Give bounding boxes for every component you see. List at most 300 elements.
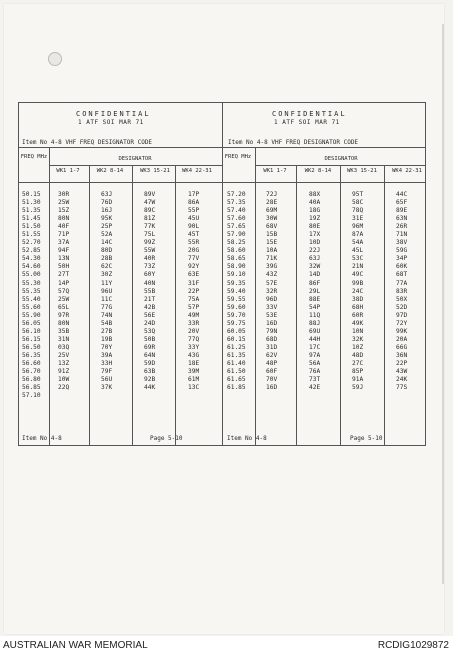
table-cell: 96U	[101, 287, 113, 295]
table-cell: 10D	[309, 239, 321, 247]
table-cell: 80N	[58, 319, 70, 327]
table-cell: 13N	[58, 255, 70, 263]
table-cell: 50B	[144, 335, 156, 343]
table-cell: 55B	[144, 287, 156, 295]
table-cell: 99Z	[144, 239, 156, 247]
table-cell: 99K	[396, 327, 408, 335]
table-cell: 59.70	[227, 311, 246, 319]
table-cell: 97R	[58, 311, 70, 319]
table-cell: 91Z	[58, 368, 70, 376]
table-cell: 61.65	[227, 376, 246, 384]
archive-name: AUSTRALIAN WAR MEMORIAL	[3, 640, 148, 651]
table-cell: 77Q	[188, 335, 200, 343]
table-cell: 30Z	[101, 271, 113, 279]
table-cell: 44C	[396, 191, 408, 198]
wk4-column-left	[188, 191, 199, 392]
table-cell: 22J	[309, 247, 321, 255]
table-cell: 63B	[144, 368, 156, 376]
table-cell: 10W	[58, 376, 70, 384]
table-cell: 77V	[188, 255, 200, 263]
table-cell: 33H	[101, 359, 113, 367]
table-cell: 59.60	[227, 303, 246, 311]
table-cell: 57.35	[227, 199, 246, 207]
table-cell: 25W	[58, 199, 70, 207]
table-cell: 40A	[309, 199, 321, 207]
confidential-left: CONFIDENTIAL	[76, 110, 151, 118]
item-title-right: Item No 4-8 VHF FREQ DESIGNATOR CODE	[228, 139, 359, 146]
table-cell: 49M	[188, 311, 200, 319]
vrule	[255, 147, 256, 446]
table-cell: 61.25	[227, 343, 246, 351]
table-cell: 61M	[188, 376, 200, 384]
wk-header-2: WK2 8-14	[96, 168, 124, 174]
table-cell: 77K	[144, 223, 156, 231]
wk3-column-left	[144, 191, 155, 392]
table-cell: 59D	[144, 359, 156, 367]
table-cell: 57.60	[227, 215, 246, 223]
table-cell: 60F	[266, 368, 278, 376]
table-cell: 32K	[352, 335, 364, 343]
table-cell: 18G	[309, 207, 321, 215]
table-cell: 48D	[352, 351, 364, 359]
table-cell: 19Z	[309, 215, 321, 223]
table-cell: 63J	[101, 191, 113, 198]
table-cell: 90L	[188, 223, 200, 231]
table-cell: 83R	[396, 287, 408, 295]
table-cell: 43G	[188, 351, 200, 359]
table-cell: 73T	[309, 376, 321, 384]
table-cell: 57.10	[22, 392, 41, 400]
wk1-column-left	[58, 191, 69, 392]
table-cell: 54P	[309, 303, 321, 311]
table-cell: 61.35	[227, 351, 246, 359]
table-cell: 24K	[396, 376, 408, 384]
table-cell: 43Z	[266, 271, 278, 279]
table-cell: 60.05	[227, 327, 246, 335]
table-cell: 56.85	[22, 384, 41, 392]
table-cell: 74N	[101, 311, 113, 319]
table-cell: 39M	[188, 368, 200, 376]
table-cell: 13C	[188, 384, 200, 392]
table-cell: 31E	[352, 215, 364, 223]
table-cell: 45L	[352, 247, 364, 255]
table-cell: 58.65	[227, 255, 246, 263]
table-cell: 42E	[309, 384, 321, 392]
table-cell: 37K	[101, 384, 113, 392]
table-cell: 55.00	[22, 271, 41, 279]
table-cell: 10Z	[352, 343, 364, 351]
table-cell: 35B	[58, 327, 70, 335]
table-cell: 56.70	[22, 368, 41, 376]
freq-column-right	[227, 191, 246, 392]
table-cell: 17C	[309, 343, 321, 351]
freq-header-right: FREQ MHz	[224, 154, 252, 160]
table-cell: 71N	[396, 231, 408, 239]
table-cell: 56.15	[22, 335, 41, 343]
table-cell: 39G	[266, 263, 278, 271]
table-cell: 55P	[188, 207, 200, 215]
table-cell: 68H	[352, 303, 364, 311]
table-cell: 15E	[266, 239, 278, 247]
table-cell: 36N	[396, 351, 408, 359]
table-cell: 52A	[101, 231, 113, 239]
ref-left: 1 ATF SOI MAR 71	[78, 119, 144, 126]
table-cell: 50X	[396, 295, 408, 303]
table-cell: 28B	[101, 255, 113, 263]
table-cell: 44K	[144, 384, 156, 392]
table-cell: 88J	[309, 319, 321, 327]
vrule	[340, 165, 341, 446]
table-cell: 11Y	[101, 279, 113, 287]
wk3-column-right	[352, 191, 363, 392]
footer-item-left: Item No 4-8	[22, 435, 62, 442]
table-cell: 52D	[396, 303, 408, 311]
item-title-left: Item No 4-8 VHF FREQ DESIGNATOR CODE	[22, 139, 153, 146]
wk2-column-left	[101, 191, 112, 392]
table-cell: 80E	[309, 223, 321, 231]
table-cell: 71K	[266, 255, 278, 263]
table-cell: 59G	[396, 247, 408, 255]
table-cell: 51.35	[22, 207, 41, 215]
table-cell: 88E	[309, 295, 321, 303]
wk-header-1: WK1 1-7	[56, 168, 80, 174]
vrule	[222, 102, 223, 446]
table-cell: 89C	[144, 207, 156, 215]
table-cell: 96D	[266, 295, 278, 303]
table-cell: 25V	[58, 351, 70, 359]
table-cell: 60K	[396, 263, 408, 271]
table-cell: 49C	[352, 271, 364, 279]
table-cell: 51.55	[22, 231, 41, 239]
table-cell: 14P	[58, 279, 70, 287]
table-cell: 63J	[309, 255, 321, 263]
table-cell: 62V	[266, 351, 278, 359]
table-cell: 27C	[352, 359, 364, 367]
table-cell: 95T	[352, 191, 364, 198]
designator-rule-right	[256, 165, 426, 166]
table-cell: 52.85	[22, 247, 41, 255]
table-cell: 76A	[309, 368, 321, 376]
table-cell: 33Y	[188, 343, 200, 351]
table-cell: 86F	[309, 279, 321, 287]
table-cell: 78Q	[352, 207, 364, 215]
table-cell: 20G	[188, 247, 200, 255]
table-cell: 79N	[266, 327, 278, 335]
freq-header-left: FREQ MHz	[20, 154, 48, 160]
table-cell: 30R	[58, 191, 70, 198]
table-cell: 30W	[266, 215, 278, 223]
punch-hole	[48, 52, 62, 66]
table-cell: 22Q	[58, 384, 70, 392]
table-cell: 52.70	[22, 239, 41, 247]
table-cell: 15B	[266, 231, 278, 239]
table-cell: 71P	[58, 231, 70, 239]
table-cell: 55.40	[22, 295, 41, 303]
document-page	[4, 4, 444, 634]
table-cell: 37A	[58, 239, 70, 247]
table-cell: 65F	[396, 199, 408, 207]
table-cell: 69M	[266, 207, 278, 215]
vrule	[49, 147, 50, 446]
table-cell: 60Y	[144, 271, 156, 279]
table-cell: 33R	[188, 319, 200, 327]
table-cell: 75L	[144, 231, 156, 239]
table-cell: 57.90	[227, 231, 246, 239]
table-cell: 72Y	[396, 319, 408, 327]
table-cell: 60R	[352, 311, 364, 319]
wk-header-4: WK4 22-31	[392, 168, 422, 174]
table-cell: 86A	[188, 199, 200, 207]
table-cell: 25W	[58, 295, 70, 303]
table-cell: 39A	[101, 351, 113, 359]
table-cell: 03Q	[58, 343, 70, 351]
vrule	[425, 102, 426, 446]
table-cell: 54.60	[22, 263, 41, 271]
table-cell: 47W	[144, 199, 156, 207]
table-cell: 92B	[144, 376, 156, 384]
table-cell: 45U	[188, 215, 200, 223]
table-cell: 97A	[309, 351, 321, 359]
table-cell: 53Q	[144, 327, 156, 335]
table-cell: 73Z	[144, 263, 156, 271]
table-cell: 69U	[309, 327, 321, 335]
wk-header-3: WK3 15-21	[140, 168, 170, 174]
table-cell: 77S	[396, 384, 408, 392]
table-cell: 61.50	[227, 368, 246, 376]
table-cell: 16D	[266, 384, 278, 392]
wk-header-4: WK4 22-31	[182, 168, 212, 174]
table-cell: 57E	[266, 279, 278, 287]
table-cell: 75A	[188, 295, 200, 303]
table-cell: 32R	[266, 287, 278, 295]
table-cell: 16J	[101, 207, 113, 215]
confidential-right: CONFIDENTIAL	[272, 110, 347, 118]
table-cell: 40R	[144, 255, 156, 263]
table-cell: 95K	[101, 215, 113, 223]
vrule	[384, 165, 385, 446]
table-cell: 56.50	[22, 343, 41, 351]
table-cell: 14D	[309, 271, 321, 279]
table-cell: 58.25	[227, 239, 246, 247]
table-cell: 58.90	[227, 263, 246, 271]
footer-page-right: Page 5-10	[350, 435, 383, 442]
table-cell: 56U	[101, 376, 113, 384]
table-cell: 53C	[352, 255, 364, 263]
table-cell: 44H	[309, 335, 321, 343]
table-cell: 58C	[352, 199, 364, 207]
table-cell: 56A	[309, 359, 321, 367]
table-cell: 56.35	[22, 351, 41, 359]
table-cell: 10N	[352, 327, 364, 335]
table-cell: 59J	[352, 384, 364, 392]
table-cell: 85P	[352, 368, 364, 376]
archive-footer	[0, 636, 453, 654]
footer-item-right: Item No 4-8	[227, 435, 267, 442]
table-cell: 88X	[309, 191, 321, 198]
table-cell: 80N	[58, 215, 70, 223]
table-cell: 63N	[396, 215, 408, 223]
table-cell: 27T	[58, 271, 70, 279]
table-cell: 80D	[101, 247, 113, 255]
designator-rule-left	[50, 165, 222, 166]
table-cell: 63E	[188, 271, 200, 279]
table-cell: 69R	[144, 343, 156, 351]
table-cell: 51.45	[22, 215, 41, 223]
table-cell: 14C	[101, 239, 113, 247]
table-cell: 43W	[396, 368, 408, 376]
table-cell: 56.60	[22, 359, 41, 367]
table-cell: 61.85	[227, 384, 246, 392]
frequency-table	[18, 102, 426, 446]
table-cell: 13Z	[58, 359, 70, 367]
table-cell: 26R	[396, 223, 408, 231]
vrule	[296, 165, 297, 446]
table-cell: 16D	[266, 319, 278, 327]
table-cell: 11Q	[309, 311, 321, 319]
table-cell: 92Y	[188, 263, 200, 271]
table-cell: 50.15	[22, 191, 41, 198]
table-cell: 59.10	[227, 271, 246, 279]
table-cell: 57Q	[58, 287, 70, 295]
wk-header-2: WK2 8-14	[304, 168, 332, 174]
table-cell: 77G	[101, 303, 113, 311]
table-cell: 32W	[309, 263, 321, 271]
table-cell: 89V	[144, 191, 156, 198]
table-cell: 55W	[144, 247, 156, 255]
table-cell: 57.65	[227, 223, 246, 231]
table-cell: 34P	[396, 255, 408, 263]
wk4-column-right	[396, 191, 407, 392]
vrule	[175, 165, 176, 446]
table-cell: 55.60	[22, 303, 41, 311]
table-cell: 56.05	[22, 319, 41, 327]
table-cell: 49K	[352, 319, 364, 327]
table-cell: 15Z	[58, 207, 70, 215]
table-cell: 54.30	[22, 255, 41, 263]
table-cell: 55.90	[22, 311, 41, 319]
table-cell: 68T	[396, 271, 408, 279]
table-cell: 68V	[266, 223, 278, 231]
table-cell: 55.30	[22, 279, 41, 287]
wk1-column-right	[266, 191, 277, 392]
table-cell: 60.15	[227, 335, 246, 343]
table-cell: 59.75	[227, 319, 246, 327]
designator-header-left: DESIGNATOR	[118, 156, 152, 162]
table-cell: 59.55	[227, 295, 246, 303]
table-cell: 22P	[396, 359, 408, 367]
table-cell: 25P	[101, 223, 113, 231]
table-cell: 40F	[58, 223, 70, 231]
table-cell: 20V	[188, 327, 200, 335]
table-cell: 17P	[188, 191, 200, 198]
vrule	[89, 165, 90, 446]
table-cell: 66G	[396, 343, 408, 351]
table-cell: 56.80	[22, 376, 41, 384]
table-cell: 51.50	[22, 223, 41, 231]
table-cell: 40N	[144, 279, 156, 287]
table-cell: 33V	[266, 303, 278, 311]
table-cell: 62C	[101, 263, 113, 271]
table-cell: 54A	[352, 239, 364, 247]
table-cell: 58.60	[227, 247, 246, 255]
table-cell: 76D	[101, 199, 113, 207]
table-cell: 57.20	[227, 191, 246, 198]
table-cell: 18E	[188, 359, 200, 367]
table-cell: 54B	[101, 319, 113, 327]
table-cell: 38V	[396, 239, 408, 247]
table-cell: 65L	[58, 303, 70, 311]
freq-column-left	[22, 191, 41, 400]
table-cell: 53E	[266, 311, 278, 319]
bottom-rule	[18, 445, 426, 446]
vrule	[132, 165, 133, 446]
table-cell: 70V	[266, 376, 278, 384]
table-cell: 96M	[352, 223, 364, 231]
wk-header-1: WK1 1-7	[263, 168, 287, 174]
table-cell: 31D	[266, 343, 278, 351]
table-cell: 72J	[266, 191, 278, 198]
table-cell: 42B	[144, 303, 156, 311]
table-cell: 97D	[396, 311, 408, 319]
table-cell: 59.40	[227, 287, 246, 295]
designator-header-right: DESIGNATOR	[324, 156, 358, 162]
table-cell: 10A	[266, 247, 278, 255]
footer-page-left: Page 5-10	[150, 435, 183, 442]
wk2-column-right	[309, 191, 320, 392]
table-cell: 56E	[144, 311, 156, 319]
table-cell: 29L	[309, 287, 321, 295]
table-cell: 68D	[266, 335, 278, 343]
table-cell: 24C	[352, 287, 364, 295]
vrule	[18, 102, 19, 446]
table-cell: 11C	[101, 295, 113, 303]
table-cell: 20A	[396, 335, 408, 343]
table-cell: 59.35	[227, 279, 246, 287]
table-cell: 21N	[352, 263, 364, 271]
table-cell: 87A	[352, 231, 364, 239]
table-cell: 51.30	[22, 199, 41, 207]
table-cell: 45T	[188, 231, 200, 239]
table-cell: 99B	[352, 279, 364, 287]
table-cell: 21T	[144, 295, 156, 303]
table-cell: 38D	[352, 295, 364, 303]
table-cell: 24D	[144, 319, 156, 327]
page-edge	[442, 24, 444, 584]
table-cell: 31F	[188, 279, 200, 287]
wk-header-3: WK3 15-21	[347, 168, 377, 174]
table-cell: 61.40	[227, 359, 246, 367]
table-cell: 77A	[396, 279, 408, 287]
table-cell: 31N	[58, 335, 70, 343]
table-cell: 57.40	[227, 207, 246, 215]
table-cell: 64N	[144, 351, 156, 359]
table-cell: 17X	[309, 231, 321, 239]
table-cell: 81Z	[144, 215, 156, 223]
archive-id: RCDIG1029872	[377, 640, 449, 651]
table-cell: 50H	[58, 263, 70, 271]
table-cell: 57P	[188, 303, 200, 311]
table-cell: 28E	[266, 199, 278, 207]
table-cell: 70Y	[101, 343, 113, 351]
ref-right: 1 ATF SOI MAR 71	[274, 119, 340, 126]
table-cell: 91A	[352, 376, 364, 384]
table-cell: 56.10	[22, 327, 41, 335]
table-cell: 48P	[266, 359, 278, 367]
table-cell: 79F	[101, 368, 113, 376]
table-cell: 22P	[188, 287, 200, 295]
table-cell: 19B	[101, 335, 113, 343]
table-cell: 89E	[396, 207, 408, 215]
